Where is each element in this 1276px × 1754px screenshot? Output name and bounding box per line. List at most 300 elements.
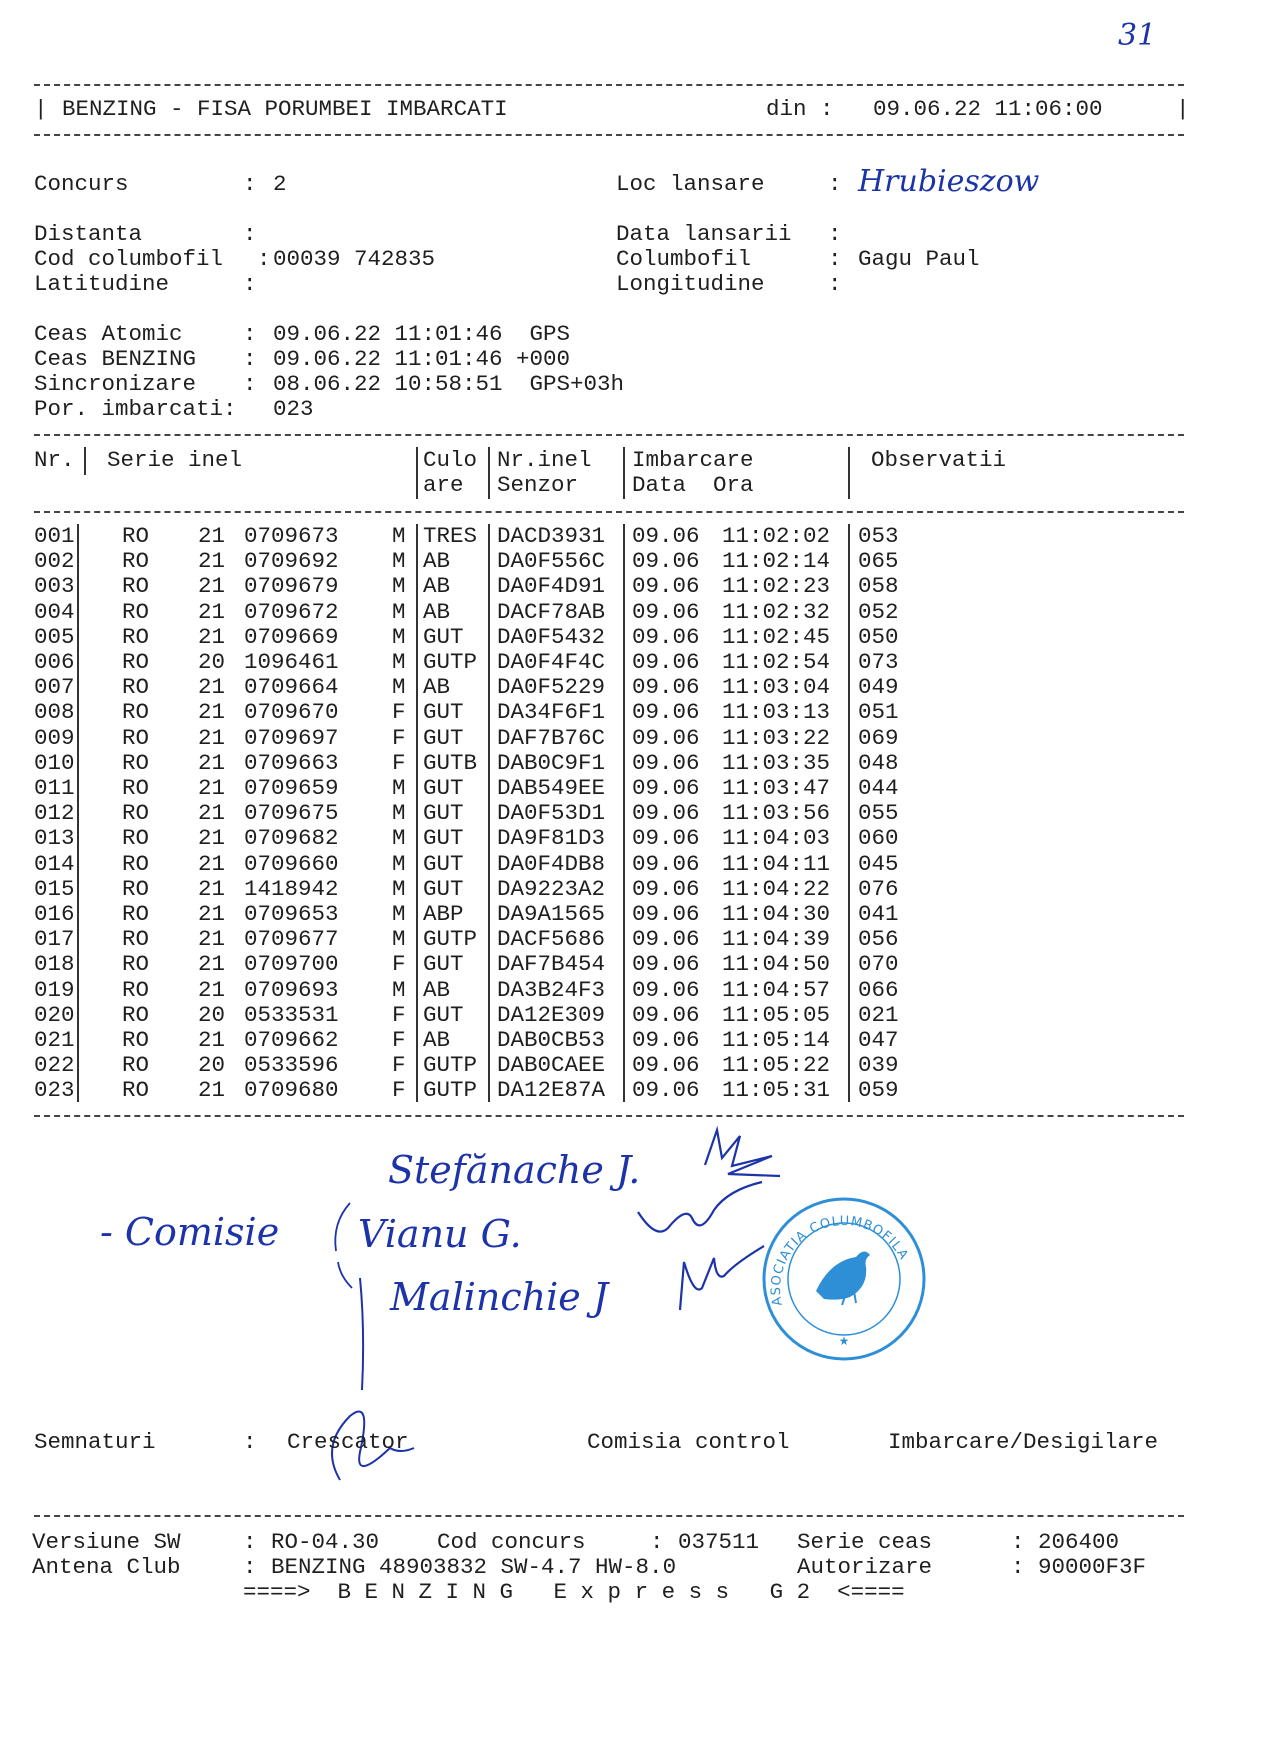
antena-club-label: Antena Club [32, 1554, 181, 1580]
cell-obs: 070 [858, 951, 899, 978]
cell-culoare: GUT [423, 1001, 464, 1028]
cell-data: 09.06 [632, 523, 700, 549]
cell-ora: 11:02:02 [722, 523, 831, 549]
cell-ora: 11:03:35 [722, 749, 831, 776]
cell-tara: RO [122, 800, 150, 827]
cell-sex: F [392, 749, 406, 776]
cell-ora: 11:02:45 [722, 623, 831, 650]
cell-sex: M [392, 573, 406, 600]
col-header-senzor: Senzor [497, 472, 579, 498]
cell-culoare: AB [423, 976, 451, 1003]
cell-data: 09.06 [632, 825, 700, 852]
cod-columbofil-value: 00039 742835 [273, 246, 436, 272]
cell-tara: RO [122, 825, 150, 852]
cell-ora: 11:03:13 [722, 699, 831, 726]
cell-tara: RO [122, 976, 150, 1003]
cell-sex: M [392, 901, 406, 927]
cell-an: 21 [198, 523, 226, 549]
sincronizare-value: 08.06.22 10:58:51 GPS+03h [273, 371, 625, 397]
cell-obs: 021 [858, 1001, 899, 1028]
cell-culoare: GUTB [423, 749, 478, 776]
cell-ora: 11:04:03 [722, 825, 831, 852]
cell-data: 09.06 [632, 901, 700, 927]
columbofil-value: Gagu Paul [858, 246, 980, 272]
header-din-value: 09.06.22 11:06:00 [873, 96, 1103, 122]
cell-nr: 015 [34, 875, 75, 902]
cell-inel: 0709692 [244, 548, 339, 575]
cell-tara: RO [122, 749, 150, 776]
cell-culoare: GUTP [423, 1052, 478, 1079]
cell-inel: 0709664 [244, 674, 339, 701]
cell-tara: RO [122, 926, 150, 953]
cell-ora: 11:03:04 [722, 674, 831, 701]
colon: : [1011, 1554, 1025, 1580]
cell-senzor: DA9F81D3 [497, 825, 606, 852]
cell-an: 21 [198, 573, 226, 600]
cell-senzor: DAB0CAEE [497, 1052, 606, 1079]
cell-an: 21 [198, 1077, 226, 1104]
cell-tara: RO [122, 1001, 150, 1028]
cell-culoare: GUT [423, 724, 464, 751]
data-lansarii-label: Data lansarii [616, 221, 792, 247]
colon: : [243, 1529, 257, 1555]
document-title: BENZING - FISA PORUMBEI IMBARCATI [62, 96, 508, 122]
cod-concurs-label: Cod concurs [437, 1529, 586, 1555]
cell-culoare: GUT [423, 699, 464, 726]
cell-obs: 051 [858, 699, 899, 726]
col-header-nr-inel: Nr.inel [497, 447, 592, 473]
cell-obs: 048 [858, 749, 899, 776]
cell-tara: RO [122, 573, 150, 600]
cell-data: 09.06 [632, 926, 700, 953]
cell-obs: 059 [858, 1077, 899, 1104]
cell-tara: RO [122, 674, 150, 701]
cell-sex: M [392, 825, 406, 852]
cell-ora: 11:04:39 [722, 926, 831, 953]
cell-senzor: DA0F556C [497, 548, 606, 575]
cell-nr: 018 [34, 951, 75, 978]
cell-an: 21 [198, 1027, 226, 1053]
cell-inel: 0709697 [244, 724, 339, 751]
cell-ora: 11:02:32 [722, 598, 831, 625]
page-number: 31 [1118, 18, 1157, 53]
cell-inel: 0709662 [244, 1027, 339, 1053]
cell-obs: 050 [858, 623, 899, 650]
col-header-observatii: Observatii [871, 447, 1007, 473]
cell-an: 21 [198, 825, 226, 852]
comisia-control-label: Comisia control [587, 1429, 790, 1455]
cell-data: 09.06 [632, 1027, 700, 1053]
cell-obs: 073 [858, 649, 899, 675]
cell-culoare: GUT [423, 775, 464, 801]
sincronizare-label: Sincronizare [34, 371, 197, 397]
cell-senzor: DA0F4F4C [497, 649, 606, 675]
cell-tara: RO [122, 1052, 150, 1079]
colon: : [650, 1529, 664, 1555]
cell-obs: 055 [858, 800, 899, 827]
cell-senzor: DA9223A2 [497, 875, 606, 902]
cell-culoare: GUT [423, 875, 464, 902]
cell-tara: RO [122, 850, 150, 877]
cell-obs: 039 [858, 1052, 899, 1079]
cell-an: 21 [198, 699, 226, 726]
cell-nr: 007 [34, 674, 75, 701]
cell-nr: 012 [34, 800, 75, 827]
cell-inel: 1096461 [244, 649, 339, 675]
cell-obs: 058 [858, 573, 899, 600]
cell-data: 09.06 [632, 548, 700, 575]
colon: : [1011, 1529, 1025, 1555]
cell-inel: 0709669 [244, 623, 339, 650]
cell-inel: 0709680 [244, 1077, 339, 1104]
cell-sex: M [392, 649, 406, 675]
cell-tara: RO [122, 1077, 150, 1104]
cell-inel: 1418942 [244, 875, 339, 902]
por-imbarcati-value: 023 [273, 396, 314, 422]
colon: : [257, 246, 271, 272]
cell-data: 09.06 [632, 674, 700, 701]
cell-inel: 0709682 [244, 825, 339, 852]
cell-obs: 065 [858, 548, 899, 575]
cell-an: 21 [198, 775, 226, 801]
cell-culoare: GUTP [423, 649, 478, 675]
cell-nr: 008 [34, 699, 75, 726]
cell-senzor: DAF7B76C [497, 724, 606, 751]
colon: : [828, 221, 842, 247]
cell-an: 21 [198, 800, 226, 827]
cell-sex: F [392, 1077, 406, 1104]
benzing-banner: ====> B E N Z I N G E x p r e s s G 2 <==== [243, 1579, 905, 1605]
cell-inel: 0709670 [244, 699, 339, 726]
stamp-text: ASOCIATIA COLUMBOFILA [768, 1214, 912, 1308]
cell-data: 09.06 [632, 951, 700, 978]
cell-data: 09.06 [632, 749, 700, 776]
cell-tara: RO [122, 649, 150, 675]
cell-senzor: DA0F53D1 [497, 800, 606, 827]
cell-sex: F [392, 724, 406, 751]
cell-culoare: AB [423, 674, 451, 701]
cell-senzor: DA34F6F1 [497, 699, 606, 726]
cell-an: 21 [198, 901, 226, 927]
cell-senzor: DACF5686 [497, 926, 606, 953]
cell-inel: 0709653 [244, 901, 339, 927]
cell-tara: RO [122, 523, 150, 549]
cell-culoare: GUT [423, 825, 464, 852]
cell-nr: 013 [34, 825, 75, 852]
cell-sex: F [392, 951, 406, 978]
columbofil-label: Columbofil [616, 246, 752, 272]
concurs-label: Concurs [34, 171, 129, 197]
pigeon-icon [816, 1251, 870, 1299]
cell-ora: 11:05:31 [722, 1077, 831, 1104]
cell-senzor: DA9A1565 [497, 901, 606, 927]
cell-tara: RO [122, 901, 150, 927]
cell-data: 09.06 [632, 800, 700, 827]
distanta-label: Distanta [34, 221, 143, 247]
serie-ceas-label: Serie ceas [797, 1529, 933, 1555]
cell-data: 09.06 [632, 976, 700, 1003]
cell-tara: RO [122, 1027, 150, 1053]
cell-sex: F [392, 1027, 406, 1053]
versiune-sw-label: Versiune SW [32, 1529, 181, 1555]
cell-ora: 11:04:30 [722, 901, 831, 927]
colon: : [243, 271, 257, 297]
cell-data: 09.06 [632, 775, 700, 801]
cell-senzor: DA0F5229 [497, 674, 606, 701]
cell-inel: 0709672 [244, 598, 339, 625]
cell-sex: M [392, 850, 406, 877]
cell-inel: 0709660 [244, 850, 339, 877]
cell-senzor: DA12E309 [497, 1001, 606, 1028]
cell-ora: 11:02:54 [722, 649, 831, 675]
cell-nr: 010 [34, 749, 75, 776]
cell-senzor: DAB0CB53 [497, 1027, 606, 1053]
cell-nr: 019 [34, 976, 75, 1003]
cell-data: 09.06 [632, 649, 700, 675]
cell-obs: 047 [858, 1027, 899, 1053]
cell-sex: M [392, 800, 406, 827]
cell-obs: 076 [858, 875, 899, 902]
cell-an: 21 [198, 926, 226, 953]
loc-lansare-label: Loc lansare [616, 171, 765, 197]
latitudine-label: Latitudine [34, 271, 170, 297]
autorizare-label: Autorizare [797, 1554, 933, 1580]
cell-sex: M [392, 674, 406, 701]
cell-tara: RO [122, 951, 150, 978]
cell-obs: 069 [858, 724, 899, 751]
cell-an: 21 [198, 976, 226, 1003]
cell-ora: 11:02:23 [722, 573, 831, 600]
cell-senzor: DAF7B454 [497, 951, 606, 978]
imbarcare-desigilare-label: Imbarcare/Desigilare [888, 1429, 1159, 1455]
cell-an: 20 [198, 1052, 226, 1079]
cell-an: 20 [198, 1001, 226, 1028]
cell-sex: M [392, 598, 406, 625]
cell-nr: 023 [34, 1077, 75, 1104]
col-header-serie-inel: Serie inel [107, 447, 243, 473]
commission-member-3: Malinchie J [390, 1275, 609, 1319]
cell-culoare: GUTP [423, 1077, 478, 1104]
cell-obs: 052 [858, 598, 899, 625]
cell-senzor: DACF78AB [497, 598, 606, 625]
cell-culoare: AB [423, 548, 451, 575]
cell-nr: 021 [34, 1027, 75, 1053]
col-header-nr: Nr. [34, 447, 75, 473]
colon: : [828, 271, 842, 297]
cell-senzor: DACD3931 [497, 523, 606, 549]
cell-senzor: DAB549EE [497, 775, 606, 801]
cell-data: 09.06 [632, 1052, 700, 1079]
cell-an: 21 [198, 749, 226, 776]
autorizare-value: 90000F3F [1038, 1554, 1147, 1580]
commission-member-2: Vianu G. [358, 1212, 522, 1256]
cell-culoare: ABP [423, 901, 464, 927]
cell-culoare: GUT [423, 800, 464, 827]
cell-sex: F [392, 1001, 406, 1028]
header-left-bar: | [34, 96, 48, 122]
cell-obs: 044 [858, 775, 899, 801]
cell-an: 20 [198, 649, 226, 675]
cod-concurs-value: 037511 [678, 1529, 760, 1555]
cell-ora: 11:03:22 [722, 724, 831, 751]
colon: : [243, 1429, 257, 1455]
colon: : [243, 371, 257, 397]
cell-nr: 011 [34, 775, 75, 801]
commission-member-1: Stefănache J. [388, 1148, 641, 1192]
ceas-benzing-label: Ceas BENZING [34, 346, 197, 372]
col-header-imbarcare: Imbarcare [632, 447, 754, 473]
cell-ora: 11:04:50 [722, 951, 831, 978]
cell-ora: 11:03:47 [722, 775, 831, 801]
ceas-atomic-value: 09.06.22 11:01:46 GPS [273, 321, 571, 347]
cell-sex: M [392, 775, 406, 801]
cell-senzor: DA12E87A [497, 1077, 606, 1104]
cell-data: 09.06 [632, 1001, 700, 1028]
cell-senzor: DA0F4DB8 [497, 850, 606, 877]
cell-tara: RO [122, 775, 150, 801]
cell-nr: 020 [34, 1001, 75, 1028]
cell-data: 09.06 [632, 724, 700, 751]
colon: : [828, 171, 842, 197]
versiune-sw-value: RO-04.30 [271, 1529, 380, 1555]
cell-obs: 056 [858, 926, 899, 953]
commission-label: - Comisie [100, 1210, 280, 1254]
cell-culoare: GUT [423, 850, 464, 877]
col-header-culoare: Culo [423, 447, 478, 473]
cell-inel: 0709675 [244, 800, 339, 827]
cell-nr: 017 [34, 926, 75, 953]
cell-nr: 004 [34, 598, 75, 625]
antena-club-value: BENZING 48903832 SW-4.7 HW-8.0 [271, 1554, 677, 1580]
cell-inel: 0709693 [244, 976, 339, 1003]
cell-an: 21 [198, 548, 226, 575]
cell-an: 21 [198, 674, 226, 701]
cell-ora: 11:05:22 [722, 1052, 831, 1079]
colon: : [243, 1554, 257, 1580]
cell-culoare: GUT [423, 951, 464, 978]
cell-obs: 049 [858, 674, 899, 701]
cell-data: 09.06 [632, 573, 700, 600]
cell-nr: 006 [34, 649, 75, 675]
header-right-bar: | [1176, 96, 1190, 122]
cod-columbofil-label: Cod columbofil [34, 246, 224, 272]
cell-tara: RO [122, 548, 150, 575]
cell-obs: 045 [858, 850, 899, 877]
cell-data: 09.06 [632, 598, 700, 625]
concurs-value: 2 [273, 171, 287, 197]
cell-nr: 002 [34, 548, 75, 575]
separator-line [34, 1515, 1184, 1517]
cell-tara: RO [122, 598, 150, 625]
cell-tara: RO [122, 699, 150, 726]
cell-data: 09.06 [632, 623, 700, 650]
cell-an: 21 [198, 724, 226, 751]
cell-tara: RO [122, 875, 150, 902]
cell-an: 21 [198, 875, 226, 902]
cell-sex: M [392, 926, 406, 953]
colon: : [243, 346, 257, 372]
cell-ora: 11:05:05 [722, 1001, 831, 1028]
serie-ceas-value: 206400 [1038, 1529, 1120, 1555]
cell-inel: 0709659 [244, 775, 339, 801]
cell-culoare: AB [423, 598, 451, 625]
association-stamp [760, 1195, 928, 1363]
cell-nr: 001 [34, 523, 75, 549]
cell-inel: 0533596 [244, 1052, 339, 1079]
cell-nr: 005 [34, 623, 75, 650]
ceas-benzing-value: 09.06.22 11:01:46 +000 [273, 346, 571, 372]
cell-data: 09.06 [632, 875, 700, 902]
cell-ora: 11:04:57 [722, 976, 831, 1003]
semnaturi-label: Semnaturi [34, 1429, 156, 1455]
cell-data: 09.06 [632, 699, 700, 726]
cell-ora: 11:04:22 [722, 875, 831, 902]
cell-an: 21 [198, 850, 226, 877]
cell-ora: 11:04:11 [722, 850, 831, 877]
cell-an: 21 [198, 598, 226, 625]
cell-senzor: DA0F4D91 [497, 573, 606, 600]
cell-obs: 053 [858, 523, 899, 549]
crescator-label: Crescator [287, 1429, 409, 1455]
cell-inel: 0709673 [244, 523, 339, 549]
cell-sex: F [392, 699, 406, 726]
colon: : [243, 321, 257, 347]
cell-sex: M [392, 976, 406, 1003]
colon: : [828, 246, 842, 272]
cell-an: 21 [198, 623, 226, 650]
cell-nr: 022 [34, 1052, 75, 1079]
cell-senzor: DAB0C9F1 [497, 749, 606, 776]
cell-culoare: GUT [423, 623, 464, 650]
cell-obs: 060 [858, 825, 899, 852]
col-header-data-ora: Data Ora [632, 472, 754, 498]
cell-inel: 0709663 [244, 749, 339, 776]
col-header-culoare-2: are [423, 472, 464, 498]
cell-sex: M [392, 875, 406, 902]
colon: : [243, 171, 257, 197]
cell-inel: 0709700 [244, 951, 339, 978]
cell-inel: 0533531 [244, 1001, 339, 1028]
cell-data: 09.06 [632, 1077, 700, 1104]
cell-culoare: AB [423, 573, 451, 600]
cell-culoare: TRES [423, 523, 478, 549]
cell-nr: 014 [34, 850, 75, 877]
cell-data: 09.06 [632, 850, 700, 877]
cell-obs: 066 [858, 976, 899, 1003]
cell-sex: F [392, 1052, 406, 1079]
cell-tara: RO [122, 724, 150, 751]
cell-nr: 016 [34, 901, 75, 927]
cell-senzor: DA0F5432 [497, 623, 606, 650]
cell-obs: 041 [858, 901, 899, 927]
longitudine-label: Longitudine [616, 271, 765, 297]
cell-nr: 009 [34, 724, 75, 751]
loc-lansare-value: Hrubieszow [858, 164, 1040, 199]
por-imbarcati-label: Por. imbarcati: [34, 396, 237, 422]
cell-sex: M [392, 548, 406, 575]
header-din-label: din : [766, 96, 834, 122]
cell-ora: 11:03:56 [722, 800, 831, 827]
cell-sex: M [392, 623, 406, 650]
cell-culoare: GUTP [423, 926, 478, 953]
svg-text:★: ★ [838, 1334, 850, 1348]
cell-an: 21 [198, 951, 226, 978]
cell-culoare: AB [423, 1027, 451, 1053]
cell-nr: 003 [34, 573, 75, 600]
cell-inel: 0709679 [244, 573, 339, 600]
cell-senzor: DA3B24F3 [497, 976, 606, 1003]
colon: : [243, 221, 257, 247]
